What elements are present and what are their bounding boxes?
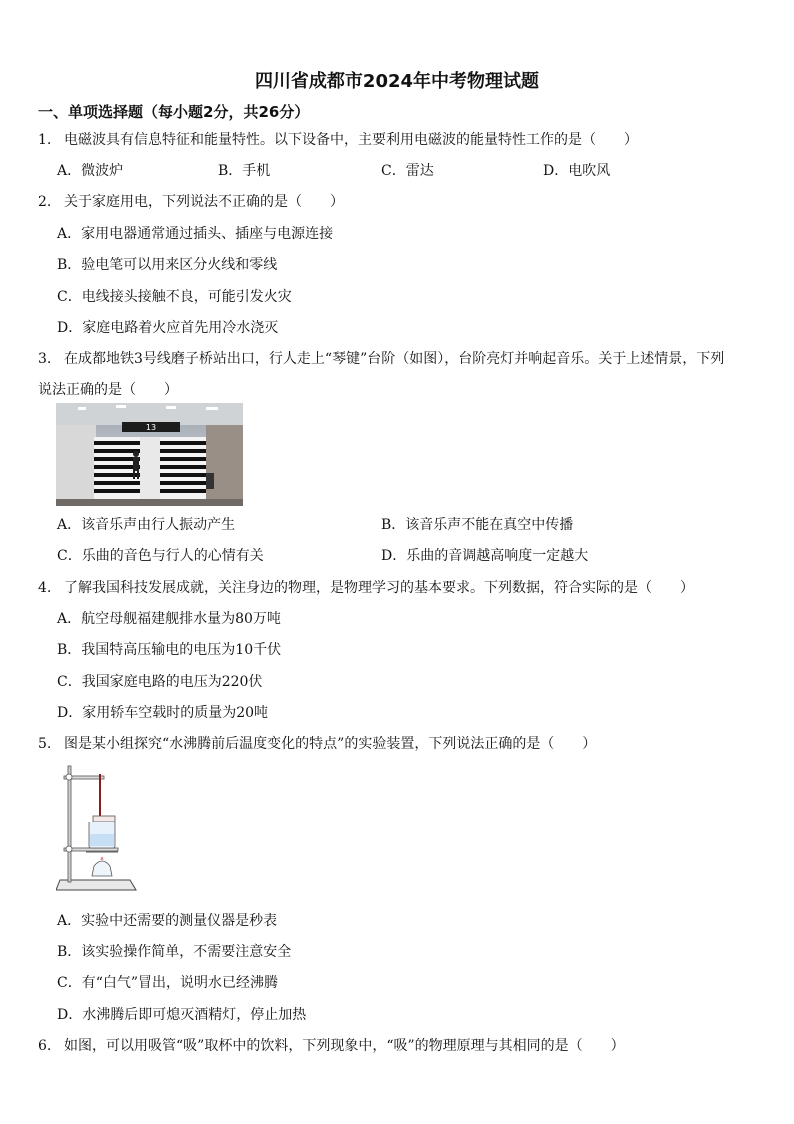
question-1-text: 电磁波具有信息特征和能量特性。以下设备中，主要利用电磁波的能量特性工作的是（ ） (64, 132, 638, 148)
q3-option-c: C．乐曲的音色与行人的心情有关 (57, 548, 264, 564)
question-1-stem (38, 129, 638, 149)
subway-piano-stairs-photo (56, 403, 243, 506)
question-5-number: 5. (38, 736, 52, 752)
question-4-stem (38, 577, 694, 597)
question-6-stem (38, 1035, 625, 1055)
question-5-text: 图是某小组探究“水沸腾前后温度变化的特点”的实验装置，下列说法正确的是（ ） (64, 736, 597, 752)
q3-option-b: B．该音乐声不能在真空中传播 (381, 517, 574, 533)
q2-option-d: D．家庭电路着火应首先用冷水浇灭 (57, 320, 279, 336)
q2-option-c: C．电线接头接触不良，可能引发火灾 (57, 289, 292, 305)
question-2-text: 关于家庭用电，下列说法不正确的是（ ） (64, 194, 344, 210)
question-3-stem (38, 348, 724, 368)
section-heading: 一、单项选择题（每小题2分，共26分） (38, 103, 310, 121)
question-4-text: 了解我国科技发展成就，关注身边的物理，是物理学习的基本要求。下列数据，符合实际的是（ ） (64, 580, 694, 596)
boiling-water-apparatus-figure (56, 762, 138, 894)
q5-option-a: A．实验中还需要的测量仪器是秒表 (57, 913, 278, 929)
exam-title: 四川省成都市2024年中考物理试题 (254, 71, 540, 92)
q1-option-b: B．手机 (218, 163, 271, 179)
q5-option-d: D．水沸腾后即可熄灭酒精灯，停止加热 (57, 1007, 307, 1023)
subway-stairs-illustration (56, 403, 243, 506)
q5-option-c: C．有“白气”冒出，说明水已经沸腾 (57, 975, 279, 991)
q1-option-a: A．微波炉 (57, 163, 124, 179)
question-1-number: 1. (38, 132, 52, 148)
exit-sign-number: 13 (145, 423, 157, 432)
q3-option-d: D．乐曲的音调越高响度一定越大 (381, 548, 589, 564)
q3-option-a: A．该音乐声由行人振动产生 (57, 517, 236, 533)
question-3-number: 3. (38, 351, 52, 367)
question-5-stem (38, 733, 596, 753)
q4-option-b: B．我国特高压输电的电压为10千伏 (57, 642, 282, 658)
q4-option-d: D．家用轿车空载时的质量为20吨 (57, 705, 269, 721)
q1-option-c: C．雷达 (381, 163, 434, 179)
question-4-number: 4. (38, 580, 52, 596)
q4-option-a: A．航空母舰福建舰排水量为80万吨 (57, 611, 281, 627)
q5-option-b: B．该实验操作简单，不需要注意安全 (57, 944, 292, 960)
question-3-text: 在成都地铁3号线磨子桥站出口，行人走上“琴键”台阶（如图），台阶亮灯并响起音乐。关于上述情景，下列 (64, 351, 725, 367)
q1-option-d: D．电吹风 (543, 163, 611, 179)
q2-option-b: B．验电笔可以用来区分火线和零线 (57, 257, 278, 273)
iron-stand-beaker-illustration (56, 762, 138, 894)
question-6-text: 如图，可以用吸管“吸”取杯中的饮料，下列现象中，“吸”的物理原理与其相同的是（ ） (64, 1038, 625, 1054)
question-3-text-continued: 说法正确的是（ ） (38, 382, 178, 398)
question-6-number: 6. (38, 1038, 52, 1054)
q2-option-a: A．家用电器通常通过插头、插座与电源连接 (57, 226, 334, 242)
q4-option-c: C．我国家庭电路的电压为220伏 (57, 674, 263, 690)
question-2-stem (38, 191, 344, 211)
question-2-number: 2. (38, 194, 52, 210)
